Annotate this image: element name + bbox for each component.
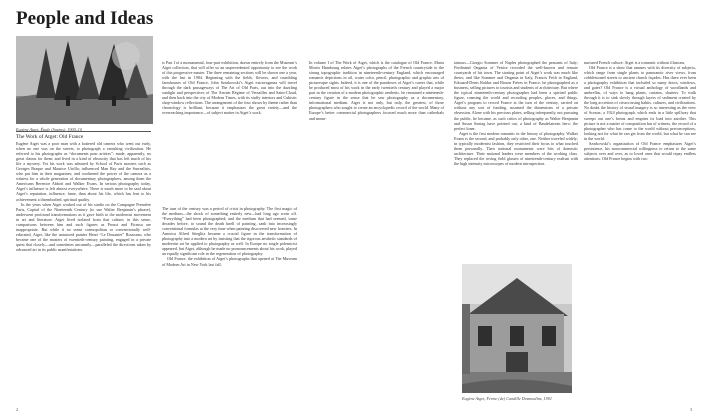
paragraph: Szarkowski’s organization of Old France emphasizes Atget’s persistence, his noncommercial willingness to return to the same subjects over and over, as to loved ones that would repay endless attentions. Old France begins with two xyxy=(584,140,696,161)
sapins-photo-image xyxy=(16,36,153,124)
section-title: People and Ideas xyxy=(16,8,154,29)
caption-ferme: Eugène Atget, Ferme (de) Candille Desmoulins, 1901 xyxy=(462,396,552,401)
paragraph: nurtured French culture. Atget is a romantic without illusions. xyxy=(584,60,686,65)
right-page-number: 3 xyxy=(690,407,693,412)
text-column-3 xyxy=(309,60,444,406)
text-column-2-top xyxy=(162,60,297,202)
paragraph: tainous—Giorgio Sommer of Naples photographed the peasants of Italy; Ferdinand Ongania of Venice recorded the well-known and remote courtyards of his town. The starting point of Atget’s work was much like theirs; and like Sommer and Ongania in Italy, Francis Frith in England, Edouard-Denis Baldus and Bisson Frères in France, he photographed as a business, selling pictures to tourists and students of architecture. But where the typical nineteenth-century photographer had been a spirited public figure, roaming the world and recording peoples, places, and things, Atget’s program to record France at the turn of the century, carried on without any sort of funding, assumed the dimensions of a private obsession. Alone with his precious plates, selling infrequently, not pursuing the public, he became, as such critics of photography as Walter Benjamin and Susan Sontag have pointed out, a kind of Baudelairean hero: the perfect loner. xyxy=(454,60,578,131)
text-column-5 xyxy=(584,60,696,406)
paragraph: Old France is a show that amazes with its diversity of subjects, which range from single plants to panoramic river views, from cobblestoned streets to ancient church façades. Has there ever been a photography exhibition that included so many doors, windows, and gates? Old France is a virtual anthology of woodlands and umbrellas, of ways to hang plants, curtains, shutters. To walk through it is to sink slowly through layers of sediment created by the long accretion of crisscrossing habits, cultures, and civilizations. No doubt the history of visual imagery is so interesting as the view of Sceaux, a 1924 photograph, which ends in a little spillway that sweeps out one’s breast and empties its load into another. This picture is not a matter of composition but of witness, the record of a photographer who has come to the world without preconceptions, looking not for what he can get from the world, but what he can see in the world. xyxy=(584,65,696,141)
left-page-number: 2 xyxy=(16,407,19,412)
photo-sapins xyxy=(16,36,153,124)
paragraph: Old France, the exhibition of Atget’s photographs that opened at The Museum of Modern Art in New York last fall, xyxy=(162,256,297,267)
paragraph: Eugène Atget was a poor man with a battered old camera who went out early, when no one was on the streets, to photograph a vanishing civilization. He referred to his photographs as “documents pour artistes”; made, apparently, no great claims for them; and lived in a kind of obscurity that has left much of his life a mystery. Yet his work was admired by School of Paris masters such as Georges Braque and Maurice Utrillo; influenced Man Ray and the Surrealists, who put him in their magazines; and confirmed the power of the camera as a witness for a whole generation of documentary photographers, among them the Americans Berenice Abbott and Walker Evans. In serious photography today, Atget’s influence is felt almost everywhere. There is much more to be said about Atget’s reputation, influence, fame, than about his life, which has lent to his achievement a disembodied, spiritual quality. xyxy=(16,141,151,202)
text-column-1 xyxy=(16,141,151,406)
paragraph: In the years when Atget worked out of his studio on the Campagne Première Paris, Capital of the Nineteenth Century (to use Walter Benjamin’s phrase), underwent profound transformations as it gave birth to the modernist movement in art and literature. Atget lived isolated from that culture; in this sense, comparisons between him and such figures as Proust and Picasso are inappropriate. But while it no sense cosmopolitan or conventionally well-educated, Atget, like the untutored painter Henri “Le Douanier” Rousseau, who became one of the masters of twentieth-century painting, engaged in a private quest that closely—and sometimes uncannily—paralleled the directions taken by advanced art in its public manifestations. xyxy=(16,201,151,252)
article-title: The Work of Atget: Old France xyxy=(16,131,151,140)
text-column-2-bottom xyxy=(162,206,297,406)
caption-sapins: Eugène Atget, Étude (Sapins), 1900–10 xyxy=(16,127,82,132)
paragraph: is Part I of a monumental, four-part exhibition, drawn entirely from the Museum’s Atget collection, that will offer us an unprecedented opportunity to see the work of this progressive master. The three remaining sections will be shown one a year, with the last in 1984. Beginning with the fields, flowers, and crumbling farmhouses of Old France, John Szarkowski’s Atget extravaganza will travel through the dark passageways of The Art of Old Paris, out into the dazzling sunlight and perspectives of The Ancien Régime of Versailles and Saint-Cloud, and then back into the city of Modern Times, with its stuffy interiors and Cubistic shop-window reflections. The arrangement of the four shows by theme rather than chronology is brilliant, because it emphasizes the great variety—and the overreaching importance—of subject matter in Atget’s work. xyxy=(162,60,297,116)
paragraph xyxy=(454,0,455,1)
ferme-photo-image xyxy=(462,264,572,393)
paragraph: Atget is the first modern romantic in the history of photography. Walker Evans is the second, and probably only other, one. Neither traveled widely; in typically modernist fashion, they restricted their focus to what touched them personally. Their national monuments were bits of domestic architecture. Their national leaders were members of the working class. They replaced the roving field glasses of nineteenth-century realism with the high intensity microscopes of modern introspection. xyxy=(454,130,578,166)
photo-ferme xyxy=(462,264,572,393)
paragraph: The turn of the century was a period of crisis in photography. The first magic of the medium—the shock of something entirely new—had long ago worn off. “Everything” had been photographed; and the medium that had seemed, some decades before, to sound the death knell of painting, sank into increasingly conventional formulas at the very time when painting discovered new frontiers. In America Alfred Stieglitz became a crucial figure in the transformation of photography into a modern art by insisting that the rigorous aesthetic standards of modernist art be applied to photography as well. In Europe no single polemicist appeared, but Atget, although he made no pronouncements about his work, played an equally significant role in the regeneration of photography. xyxy=(162,206,297,257)
text-column-4 xyxy=(454,60,578,260)
paragraph: In volume I of The Work of Atget, which is the catalogue of Old France, Maria Morris Hambourg relates Atget’s photographs of the French countryside to the strong topographic tradition in nineteenth-century England, which encouraged romantic depictions in oil, water color, pencil, photographic and graphic arts of picturesque sights. Indeed, it is one of the paradoxes of Atget’s career that, while he produced most of his work in the early twentieth century and played a major part in the creation of a modern photographic aesthetic, he remained a nineteenth-century figure in the sense that he saw photography as a documentary, informational medium. Atget is not only, but only, the greatest, of those photographers who sought to create an encyclopedic record of the world. Many of Europe’s better commercial photographers focused much more than cathedrals and moun- xyxy=(309,60,444,121)
